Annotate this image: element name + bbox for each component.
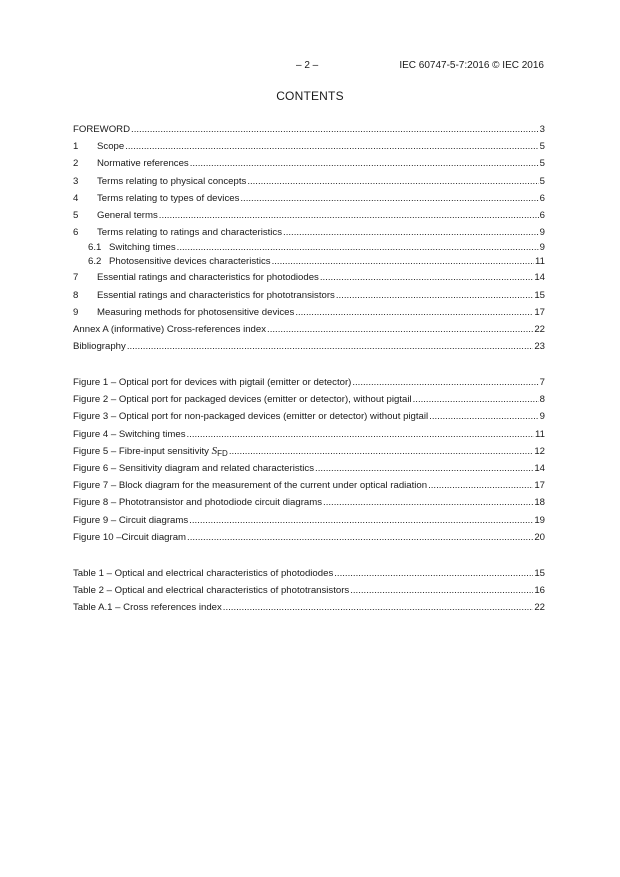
toc-entry-page: 11: [535, 428, 545, 440]
dot-leader: [187, 426, 535, 443]
toc-entry-foreword[interactable]: [73, 121, 545, 138]
dot-leader: [189, 512, 533, 529]
toc-entry-ratings-characteristics[interactable]: [73, 224, 545, 241]
toc-figure-entry[interactable]: [73, 529, 545, 546]
toc-entry-page: 11: [535, 256, 545, 268]
toc-table-entry[interactable]: [73, 599, 545, 616]
dot-leader: [131, 121, 539, 138]
dot-leader: [323, 494, 533, 511]
toc-entry-label: Annex A (informative) Cross-references index: [73, 323, 267, 335]
toc-entry-page: 6: [539, 192, 545, 204]
toc-table-entry[interactable]: [73, 582, 545, 599]
toc-entry-page: 15: [534, 289, 545, 301]
sensitivity-symbol: S: [211, 444, 218, 457]
toc-entry-label: Scope: [97, 141, 125, 153]
page-number: – 2 –: [296, 60, 319, 71]
toc-figure-entry[interactable]: [73, 443, 545, 460]
toc-entry-number: 4: [73, 192, 79, 204]
toc-entry-label: Measuring methods for photosensitive devices: [97, 306, 295, 318]
toc-entry-bibliography[interactable]: [73, 338, 545, 355]
dot-leader: [267, 321, 533, 338]
standard-reference: IEC 60747-5-7:2016 © IEC 2016: [399, 60, 544, 71]
toc-tables: [73, 565, 545, 617]
toc-entry-label: Table A.1 – Cross references index: [73, 602, 222, 614]
toc-entry-phototransistors[interactable]: [73, 287, 545, 304]
toc-entry-page: 14: [534, 272, 545, 284]
toc-entry-page: 8: [539, 394, 545, 406]
toc-entry-label: Figure 8 – Phototransistor and photodiode circuit diagrams: [73, 497, 323, 509]
toc-entry-label: Figure 9 – Circuit diagrams: [73, 514, 189, 526]
toc-entry-page: 17: [534, 306, 545, 318]
toc-entry-page: 18: [534, 497, 545, 509]
toc-sections: [73, 121, 545, 355]
toc-entry-page: 7: [539, 377, 545, 388]
toc-entry-label: Normative references: [97, 158, 189, 170]
toc-entry-annex-a[interactable]: [73, 321, 545, 338]
toc-entry-page: 19: [534, 514, 545, 526]
toc-entry-number: 6.1: [88, 242, 102, 254]
toc-entry-page: 5: [539, 175, 545, 187]
toc-entry-general-terms[interactable]: [73, 207, 545, 224]
toc-entry-photodiodes[interactable]: [73, 269, 545, 286]
toc-entry-label: Essential ratings and characteristics for phototransistors: [97, 289, 335, 301]
dot-leader: [187, 529, 533, 546]
toc-entry-number: 6: [73, 227, 79, 239]
toc-entry-label: Figure 10 –Circuit diagram: [73, 531, 187, 543]
toc-entry-page: 23: [534, 341, 545, 353]
toc-entry-page: 22: [534, 323, 545, 335]
dot-leader: [429, 408, 539, 425]
toc-entry-label: Figure 7 – Block diagram for the measurement of the current under optical radiation: [73, 480, 428, 492]
toc-entry-label: Terms relating to physical concepts: [97, 175, 247, 187]
toc-entry-label: Figure 4 – Switching times: [73, 428, 186, 440]
toc-figure-entry[interactable]: [73, 494, 545, 511]
toc-entry-page: 3: [539, 124, 545, 135]
toc-figure-entry[interactable]: [73, 408, 545, 425]
toc-entry-number: 6.2: [88, 256, 102, 268]
toc-entry-page: 20: [534, 531, 545, 543]
toc-entry-number: 1: [73, 141, 79, 153]
dot-leader: [413, 391, 539, 408]
toc-entry-number: 5: [73, 209, 79, 221]
dot-leader: [177, 241, 539, 255]
toc-entry-page: 5: [539, 141, 545, 153]
toc-entry-label: Terms relating to ratings and characteristics: [97, 227, 283, 239]
dot-leader: [272, 255, 534, 269]
toc-entry-page: 9: [539, 242, 545, 254]
toc-entry-page: 5: [539, 158, 545, 170]
toc-figure-entry[interactable]: [73, 477, 545, 494]
dot-leader: [229, 443, 534, 460]
toc-entry-label: Essential ratings and characteristics for photodiodes: [97, 272, 319, 284]
toc-entry-page: 22: [534, 602, 545, 614]
toc-entry-page: 14: [534, 462, 545, 474]
toc-entry-types-of-devices[interactable]: [73, 190, 545, 207]
dot-leader: [240, 190, 538, 207]
toc-entry-label: Table 2 – Optical and electrical characteristics of phototransistors: [73, 585, 350, 597]
toc-entry-number: 9: [73, 306, 79, 318]
dot-leader: [247, 173, 538, 190]
toc-entry-page: 9: [539, 411, 545, 423]
toc-figure-entry[interactable]: [73, 426, 545, 443]
dot-leader: [336, 287, 534, 304]
toc-entry-page: 9: [539, 227, 545, 239]
toc-entry-page: 6: [539, 209, 545, 221]
toc-figure-entry[interactable]: [73, 460, 545, 477]
toc-entry-number: 3: [73, 175, 79, 187]
toc-figures: [73, 374, 545, 546]
dot-leader: [428, 477, 533, 494]
toc-entry-physical-concepts[interactable]: [73, 173, 545, 190]
dot-leader: [315, 460, 533, 477]
dot-leader: [283, 224, 539, 241]
dot-leader: [352, 374, 538, 391]
toc-entry-label: Photosensitive devices characteristics: [109, 256, 271, 268]
toc-entry-label: Figure 2 – Optical port for packaged devices (emitter or detector), without pigtail: [73, 394, 412, 406]
toc-table-entry[interactable]: [73, 565, 545, 582]
toc-entry-scope[interactable]: [73, 138, 545, 155]
toc-entry-label: Terms relating to types of devices: [97, 192, 240, 204]
toc-entry-label: Bibliography: [73, 341, 126, 353]
toc-entry-label: FOREWORD: [73, 124, 131, 135]
toc-entry-normative-references[interactable]: [73, 155, 545, 172]
page-title: CONTENTS: [276, 89, 344, 103]
sensitivity-subscript: FD: [217, 448, 228, 458]
toc-entry-page: 17: [534, 480, 545, 492]
toc-entry-page: 16: [534, 585, 545, 597]
toc-entry-label: Table 1 – Optical and electrical characteristics of photodiodes: [73, 568, 334, 579]
toc-entry-label: Figure 6 – Sensitivity diagram and related characteristics: [73, 462, 315, 474]
dot-leader: [159, 207, 539, 224]
toc-figure-entry[interactable]: [73, 374, 545, 391]
toc-figure-entry[interactable]: [73, 512, 545, 529]
dot-leader: [125, 138, 538, 155]
toc-entry-label: Figure 3 – Optical port for non-packaged devices (emitter or detector) without pigtail: [73, 411, 429, 423]
toc-entry-label: General terms: [97, 209, 158, 221]
dot-leader: [295, 304, 533, 321]
dot-leader: [127, 338, 534, 355]
toc-entry-measuring-methods[interactable]: [73, 304, 545, 321]
toc-entry-switching-times[interactable]: [73, 241, 545, 255]
toc-figure-entry[interactable]: [73, 391, 545, 408]
figure-caption-text: Figure 5 – Fibre-input sensitivity: [73, 445, 212, 457]
toc-entry-number: 2: [73, 158, 79, 170]
dot-leader: [350, 582, 533, 599]
dot-leader: [223, 599, 534, 616]
dot-leader: [190, 155, 539, 172]
toc-entry-number: 7: [73, 272, 79, 284]
page-header: [0, 60, 620, 74]
toc-entry-page: 12: [534, 445, 545, 457]
toc-entry-photosensitive-characteristics[interactable]: [73, 255, 545, 269]
toc-entry-label: Figure 1 – Optical port for devices with pigtail (emitter or detector): [73, 377, 352, 388]
dot-leader: [320, 269, 533, 286]
toc-entry-page: 15: [534, 568, 545, 579]
toc-entry-label: Switching times: [109, 242, 176, 254]
dot-leader: [334, 565, 533, 582]
toc-entry-number: 8: [73, 289, 79, 301]
